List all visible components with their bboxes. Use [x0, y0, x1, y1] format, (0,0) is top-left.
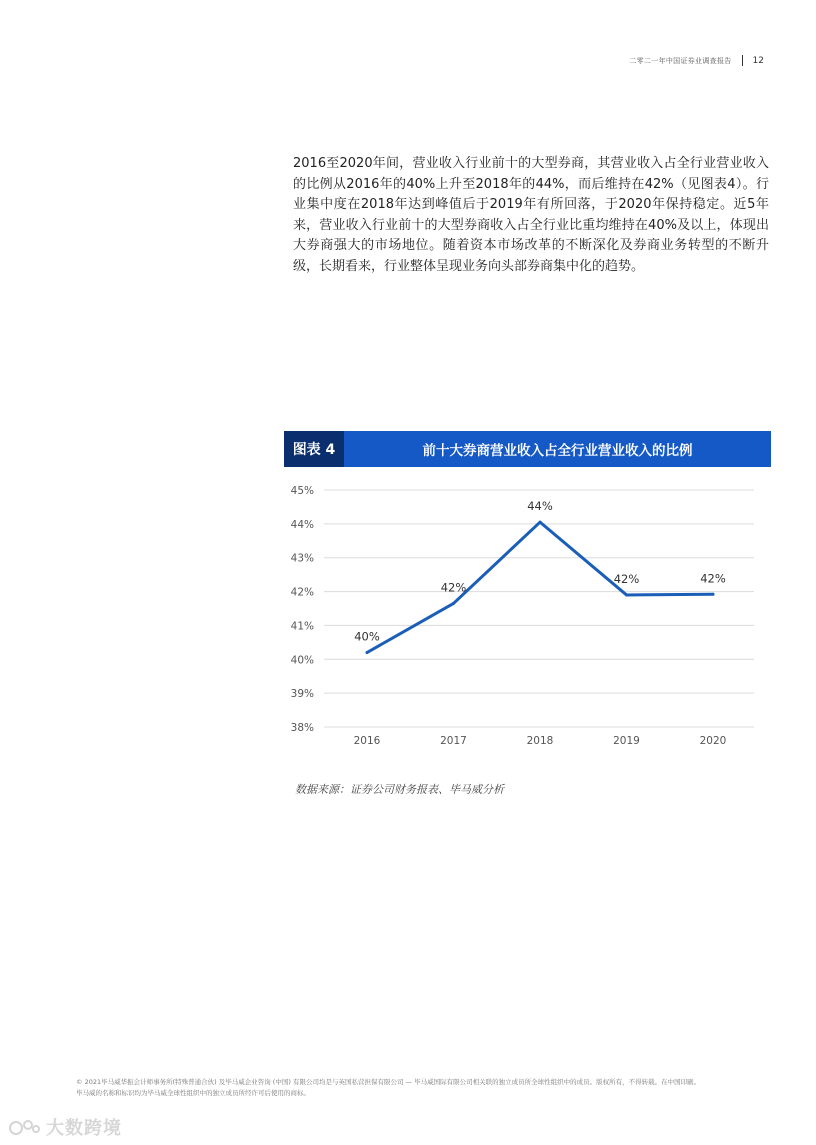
page-header — [629, 55, 764, 66]
y-tick-label: 45% — [290, 485, 314, 497]
page-number: 12 — [752, 55, 764, 66]
body-paragraph: 2016至2020年间，营业收入行业前十的大型券商，其营业收入占全行业营业收入的比例从2016年的40%上升至2018年的44%，而后维持在42%（见图表4）。行业集中度在2018年达到峰值后于2019年有所回落，于2020年保持稳定。近5年来，营业收入行业前十的大型券商收入占全行业比重均维持在40%及以上，体现出大券商强大的市场地位。随着资本市场改革的不断深化及券商业务转型的不断升级，长期看来，行业整体呈现业务向头部券商集中化的趋势。 — [293, 156, 769, 274]
y-tick-label: 43% — [290, 552, 314, 565]
data-point — [625, 593, 628, 596]
y-tick-label: 42% — [290, 586, 314, 599]
y-tick-label: 41% — [290, 620, 314, 633]
figure-label: 图表 4 — [284, 431, 344, 467]
data-label: 42% — [700, 571, 726, 586]
data-point — [452, 602, 455, 605]
x-tick-label: 2020 — [699, 735, 727, 747]
data-point — [712, 593, 715, 596]
footer-copyright: © 2021毕马威华振会计师事务所(特殊普通合伙) 及毕马威企业咨询 (中国) 有限公司均是与英国私营担保有限公司 — 毕马威国际有限公司相关联的独立成员所全球性组织中的成员。版权所有，不得转载。在中国印刷。 — [76, 1078, 701, 1086]
header-divider — [742, 55, 743, 66]
line-chart — [284, 470, 771, 760]
figure-title: 前十大券商营业收入占全行业营业收入的比例 — [344, 431, 771, 467]
y-tick-label: 44% — [290, 518, 314, 531]
figure-header — [284, 431, 771, 467]
watermark-text: 大数跨境 — [46, 1118, 122, 1139]
report-title: 二零二一年中国证券业调查报告 — [629, 56, 732, 65]
x-tick-label: 2019 — [613, 735, 640, 747]
x-tick-label: 2018 — [526, 735, 554, 747]
page-footer — [76, 1077, 766, 1099]
footer-trademark: 毕马威的名称和标识均为毕马威全球性组织中的独立成员所经许可后使用的商标。 — [76, 1089, 310, 1097]
data-label: 42% — [613, 571, 640, 586]
data-point — [366, 651, 369, 654]
watermark — [8, 1114, 122, 1140]
data-label: 40% — [354, 629, 380, 644]
data-point — [539, 521, 542, 524]
x-tick-label: 2016 — [353, 735, 381, 747]
data-label: 42% — [440, 580, 467, 595]
x-tick-label: 2017 — [440, 735, 467, 747]
series-line — [367, 522, 713, 652]
data-label: 44% — [527, 499, 553, 514]
figure-source: 数据来源：证券公司财务报表、毕马威分析 — [295, 783, 504, 796]
y-tick-label: 39% — [290, 688, 314, 701]
y-tick-label: 40% — [290, 654, 314, 667]
y-tick-label: 38% — [290, 722, 314, 734]
watermark-logo-icon — [8, 1117, 42, 1137]
